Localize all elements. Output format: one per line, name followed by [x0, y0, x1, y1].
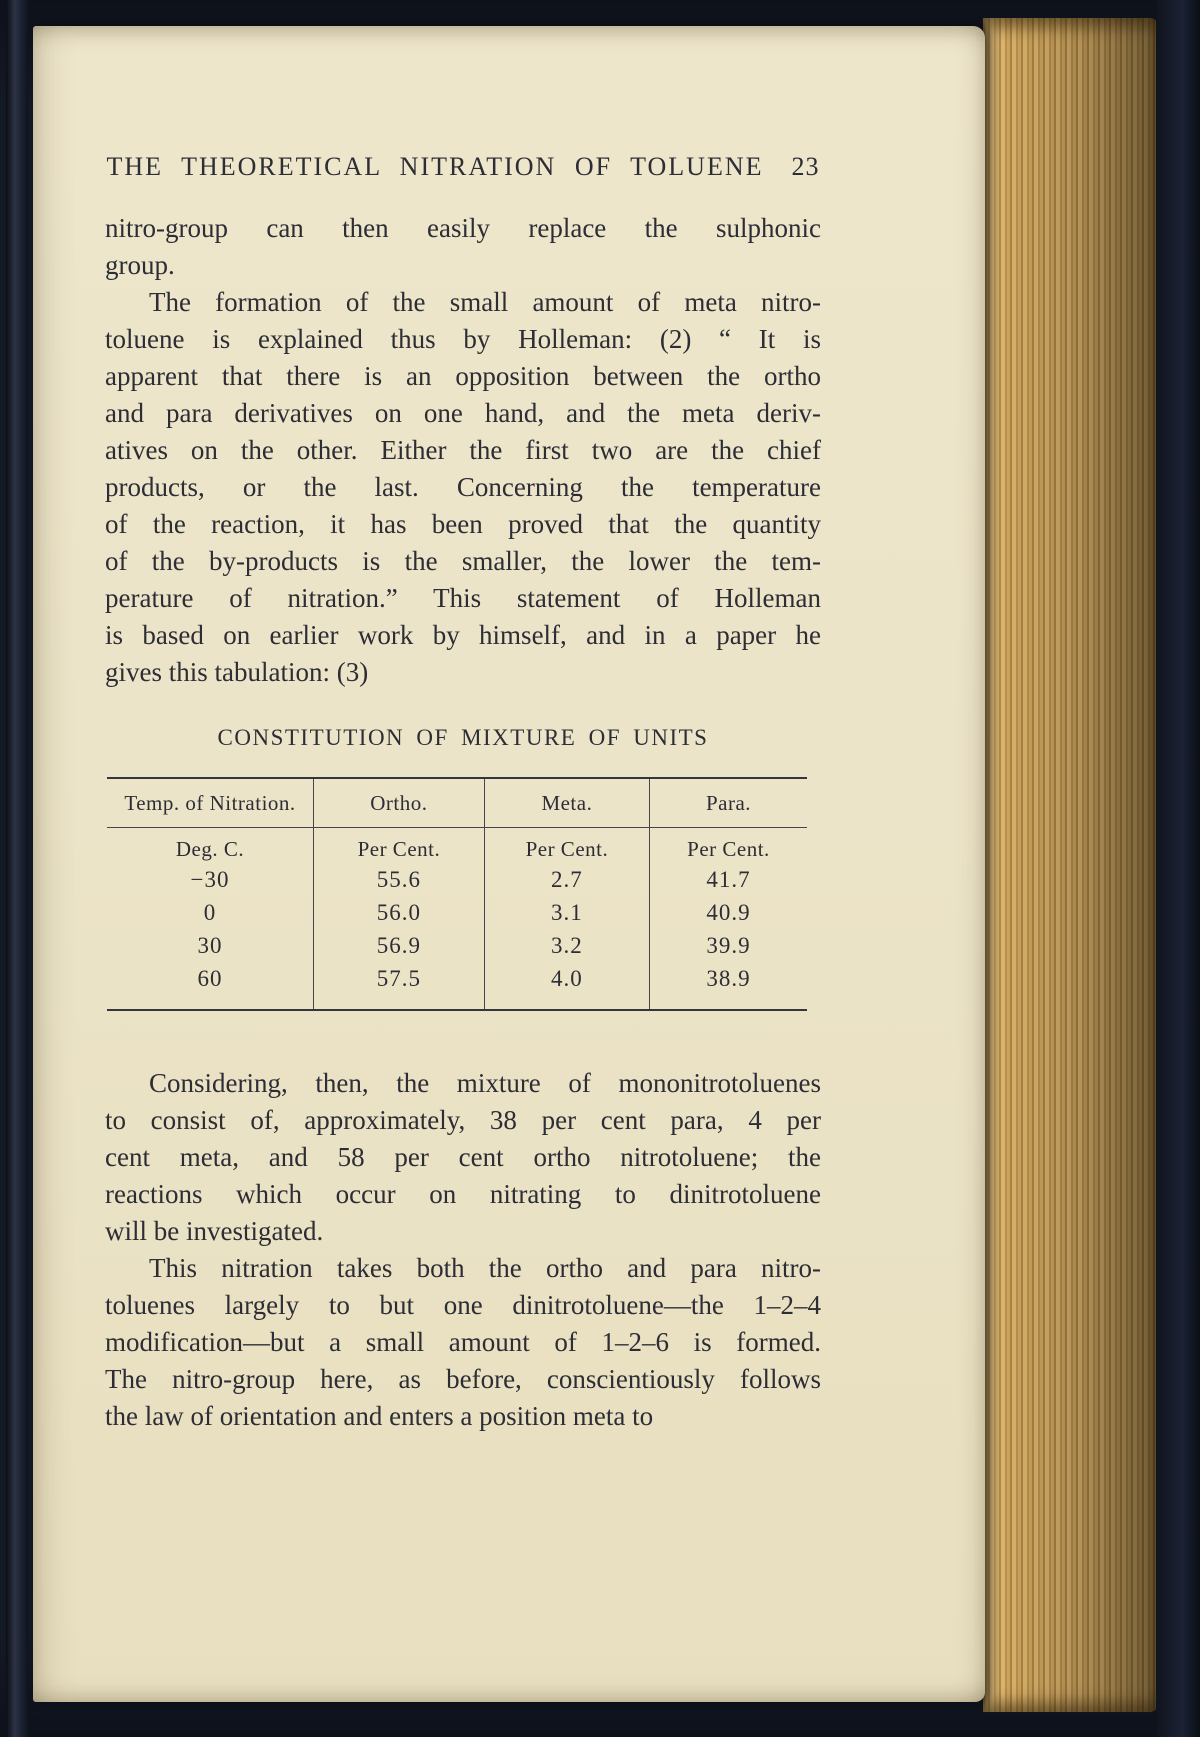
- table-caption: CONSTITUTION OF MIXTURE OF UNITS: [217, 725, 709, 750]
- table-unit-cell: Per Cent.: [484, 828, 649, 864]
- page-number: 23: [791, 152, 820, 181]
- table-cell: 4.0: [484, 962, 649, 1010]
- paragraph: [105, 1065, 821, 1250]
- text-line: This nitration takes both the ortho and para nitro-: [149, 1253, 821, 1283]
- table-cell: 0: [203, 900, 217, 925]
- table-cell: 3.1: [484, 896, 649, 929]
- table-units-row: [107, 828, 807, 864]
- table-cell: −30: [190, 867, 230, 892]
- page-text-block: [105, 152, 821, 1435]
- text-line: of the reaction, it has been proved that the quantity: [105, 509, 821, 539]
- text-line: gives this tabulation: (3): [105, 657, 369, 687]
- table-column-header: Meta.: [484, 778, 649, 828]
- paragraph: [105, 284, 821, 691]
- text-line: products, or the last. Concerning the temperature: [105, 472, 821, 502]
- text-line: reactions which occur on nitrating to dinitrotoluene: [105, 1179, 821, 1209]
- table-cell: 56.9: [314, 929, 485, 962]
- running-head: [105, 152, 821, 182]
- paragraph: [105, 1250, 821, 1435]
- body-text-upper: [105, 210, 821, 691]
- table-cell: 55.6: [314, 863, 485, 896]
- table-cell: 2.7: [484, 863, 649, 896]
- text-line: apparent that there is an opposition between the ortho: [105, 361, 821, 391]
- table-cell: 57.5: [314, 962, 485, 1010]
- book-spine-edge: [6, 0, 28, 1737]
- table-cell: 41.7: [649, 863, 807, 896]
- text-line: modification—but a small amount of 1–2–6 is formed.: [105, 1327, 821, 1357]
- constitution-table: [107, 777, 807, 1011]
- text-line: The nitro-group here, as before, conscientiously follows: [105, 1364, 821, 1394]
- text-line: atives on the other. Either the first two are the chief: [105, 435, 821, 465]
- text-line: will be investigated.: [105, 1216, 324, 1246]
- table-cell: 3.2: [484, 929, 649, 962]
- text-line: nitro-group can then easily replace the sulphonic: [105, 213, 821, 243]
- table-unit-cell: Per Cent.: [649, 828, 807, 864]
- body-text-lower: [105, 1065, 821, 1435]
- table-cell: 30: [197, 933, 223, 958]
- text-line: to consist of, approximately, 38 per cent para, 4 per: [105, 1105, 821, 1135]
- table-cell: 60: [197, 966, 223, 991]
- text-line: the law of orientation and enters a position meta to: [105, 1401, 654, 1431]
- text-line: cent meta, and 58 per cent ortho nitrotoluene; the: [105, 1142, 821, 1172]
- text-line: is based on earlier work by himself, and in a paper he: [105, 620, 821, 650]
- table-column-header: Temp. of Nitration.: [107, 778, 314, 828]
- table-column-header: Ortho.: [314, 778, 485, 828]
- text-line: of the by-products is the smaller, the lower the tem-: [105, 546, 821, 576]
- table-column-header: Para.: [649, 778, 807, 828]
- table-cell: 38.9: [649, 962, 807, 1010]
- text-line: The formation of the small amount of meta nitro-: [149, 287, 821, 317]
- text-line: toluenes largely to but one dinitrotoluene—the 1–2–4: [105, 1290, 821, 1320]
- table-row: [107, 863, 807, 896]
- book-cover-right: [1156, 0, 1200, 1737]
- text-line: Considering, then, the mixture of mononitrotoluenes: [149, 1068, 821, 1098]
- page-stack-fore-edge: [983, 18, 1159, 1712]
- table-row: [107, 962, 807, 1010]
- text-line: perature of nitration.” This statement of Holleman: [105, 583, 821, 613]
- table-unit-cell: Per Cent.: [314, 828, 485, 864]
- text-line: toluene is explained thus by Holleman: (2) “ It is: [105, 324, 821, 354]
- table-cell: 40.9: [649, 896, 807, 929]
- paragraph: [105, 210, 821, 284]
- table-cell: 56.0: [314, 896, 485, 929]
- table-row: [107, 929, 807, 962]
- running-head-title: THE THEORETICAL NITRATION OF TOLUENE: [106, 152, 764, 181]
- table-cell: 39.9: [649, 929, 807, 962]
- text-line: and para derivatives on one hand, and the meta deriv-: [105, 398, 821, 428]
- table-row: [107, 896, 807, 929]
- paper-page: [33, 26, 985, 1702]
- text-line: group.: [105, 250, 175, 280]
- table-unit-cell: Deg. C.: [175, 837, 245, 861]
- table-header-row: [107, 778, 807, 828]
